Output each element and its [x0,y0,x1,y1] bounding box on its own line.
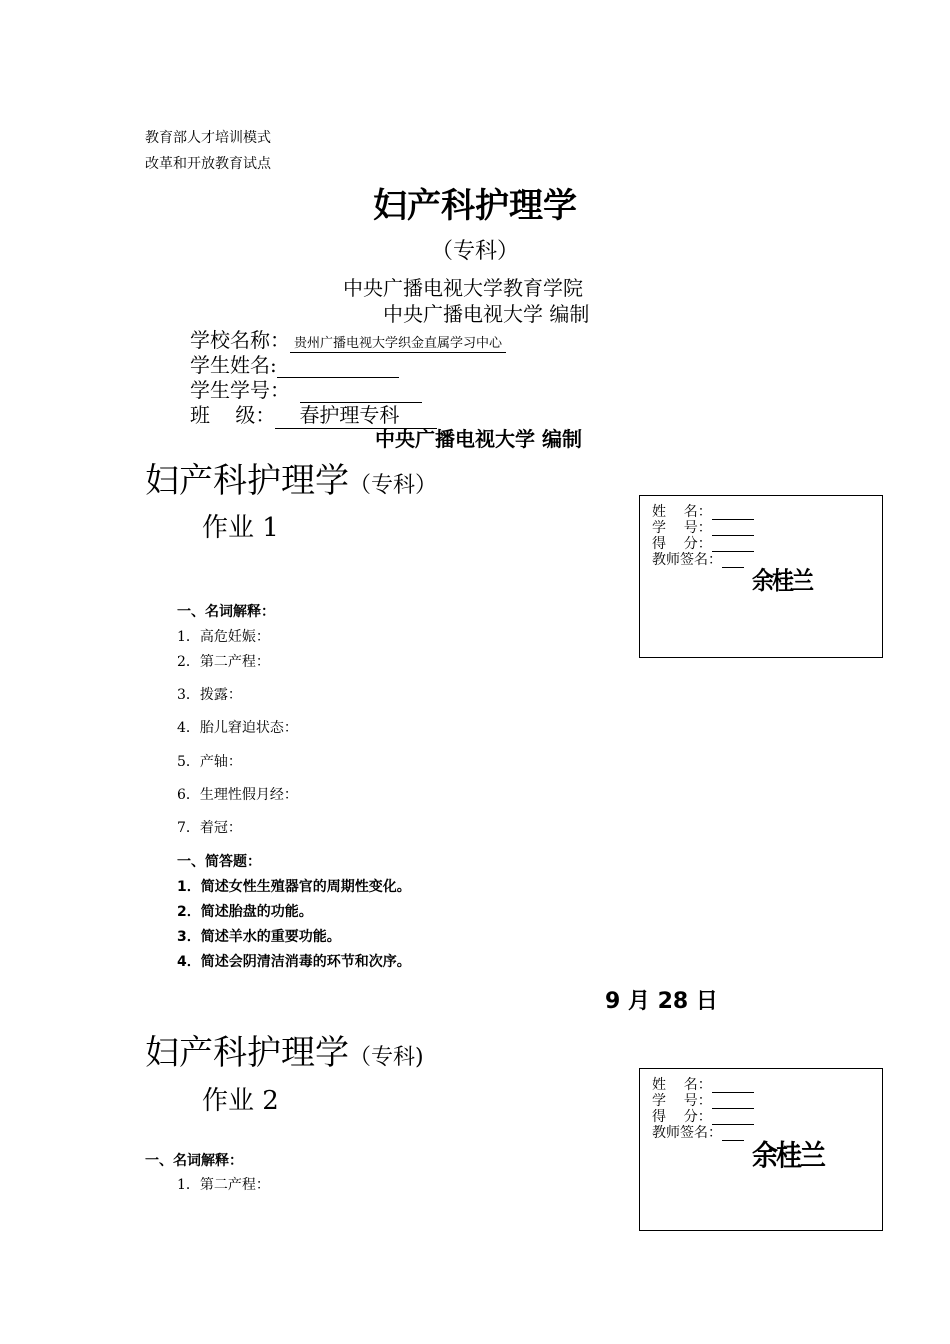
hw1-title-text: 妇产科护理学 [145,461,349,501]
hw1-term: 5．产轴： [177,754,242,770]
hw2-box-score: 得 分： [652,1109,754,1125]
org-line-1: 教育部人才培训模式 [145,130,271,146]
student-name-label: 学生姓名: [190,353,277,377]
hw2-title-text: 妇产科护理学 [145,1033,349,1073]
class-label: 班 级： [190,403,276,427]
hw1-term: 7．着冠： [177,820,242,836]
hw1-teacher-signature: 余桂兰 [752,567,813,596]
hw2-term: 1．第二产程： [177,1177,270,1193]
hw1-term: 3．拨露： [177,687,242,703]
hw1-box-id: 学 号： [652,520,754,536]
hw2-title [145,1025,424,1074]
org-line-2: 改革和开放教育试点 [145,156,271,172]
student-id-label: 学生学号： [190,378,290,402]
hw1-question: 1．简述女性生殖器官的周期性变化。 [177,879,411,895]
publisher-line-2: 中央广播电视大学 编制 [383,302,590,326]
hw1-date: 9 月 28 日 [605,989,718,1014]
cover-footer-publisher: 中央广播电视大学 编制 [375,427,582,451]
hw1-heading: 作业 1 [202,513,279,543]
hw1-term: 6．生理性假月经： [177,787,298,803]
hw1-question: 2．简述胎盘的功能。 [177,904,313,920]
hw2-score-box [639,1068,883,1231]
hw1-term: 4．胎儿窘迫状态： [177,720,298,736]
class-value: 春护理专科 [275,399,437,429]
school-label: 学校名称： [190,328,290,352]
hw2-title-suffix: （专科) [349,1045,424,1070]
school-value: 贵州广播电视大学织金直属学习中心 [290,332,506,353]
hw1-question: 4．简述会阴清洁消毒的环节和次序。 [177,954,411,970]
hw1-box-teacher: 教师签名： [652,552,744,568]
hw2-heading: 作业 2 [202,1086,279,1116]
cover-level: （专科） [430,239,519,264]
hw1-title [145,453,437,502]
hw2-teacher-signature: 余桂兰 [752,1139,825,1173]
hw1-box-name: 姓 名： [652,504,754,520]
cover-title: 妇产科护理学 [373,186,577,226]
hw1-title-suffix: （专科） [349,473,438,498]
hw2-section1-title: 一、名词解释： [145,1153,243,1169]
hw1-section1-title: 一、名词解释： [177,604,275,620]
hw1-score-box [639,495,883,658]
hw2-box-teacher: 教师签名： [652,1125,744,1141]
hw1-term: 2．第二产程： [177,654,270,670]
hw1-term: 1．高危妊娠： [177,629,270,645]
hw1-section2-title: 一、简答题： [177,854,261,870]
hw2-box-id: 学 号： [652,1093,754,1109]
hw1-box-score: 得 分： [652,536,754,552]
hw1-question: 3．简述羊水的重要功能。 [177,929,341,945]
hw2-box-name: 姓 名： [652,1077,754,1093]
publisher-line-1: 中央广播电视大学教育学院 [343,276,583,300]
